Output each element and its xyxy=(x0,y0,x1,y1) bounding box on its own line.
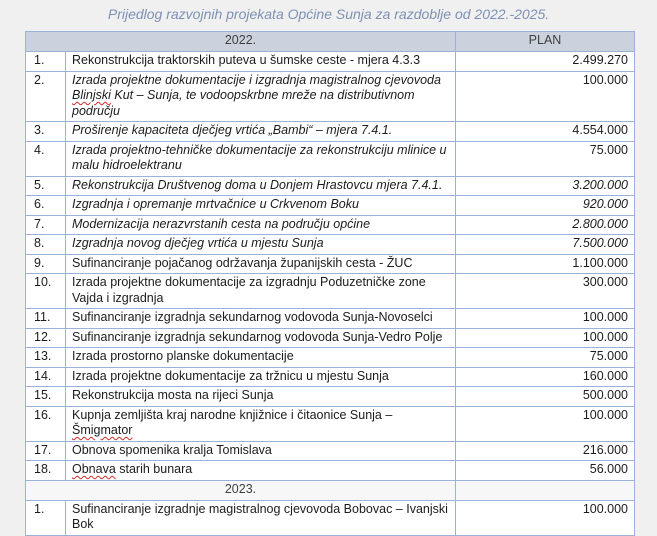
row-number: 18. xyxy=(26,461,66,481)
project-description: Sufinanciranje izgradnja sekundarnog vodovoda Sunja-Vedro Polje xyxy=(66,328,456,348)
table-row xyxy=(26,235,635,255)
row-number: 2. xyxy=(26,71,66,122)
plan-value: 3.200.000 xyxy=(456,176,635,196)
row-number: 14. xyxy=(26,367,66,387)
table-row xyxy=(26,141,635,176)
spellcheck-underline: Blinjski xyxy=(72,88,111,102)
table-row xyxy=(26,176,635,196)
row-number: 10. xyxy=(26,274,66,309)
project-description: Rekonstrukcija traktorskih puteva u šumske ceste - mjera 4.3.3 xyxy=(66,52,456,72)
year-header-row xyxy=(26,32,635,52)
plan-value: 100.000 xyxy=(456,309,635,329)
table-row xyxy=(26,500,635,535)
project-description: Izrada prostorno planske dokumentacije xyxy=(66,348,456,368)
plan-value: 100.000 xyxy=(456,71,635,122)
table-row xyxy=(26,274,635,309)
project-description: Izrada projektne dokumentacije za izgradnju Poduzetničke zone Vajda i izgradnja xyxy=(66,274,456,309)
table-row xyxy=(26,367,635,387)
project-description: Izrada projektne dokumentacije za tržnicu u mjestu Sunja xyxy=(66,367,456,387)
year-label: 2022. xyxy=(26,32,456,52)
table-row xyxy=(26,71,635,122)
plan-value: 160.000 xyxy=(456,367,635,387)
row-number: 15. xyxy=(26,387,66,407)
row-number: 7. xyxy=(26,215,66,235)
plan-value: 920.000 xyxy=(456,196,635,216)
plan-value: 1.100.000 xyxy=(456,254,635,274)
year-label: 2023. xyxy=(26,480,456,500)
year-header-row xyxy=(26,480,635,500)
row-number: 9. xyxy=(26,254,66,274)
row-number: 5. xyxy=(26,176,66,196)
table-row xyxy=(26,328,635,348)
plan-value: 56.000 xyxy=(456,461,635,481)
project-description: Izrada projektne dokumentacije i izgradnja magistralnog cjevovoda Blinjski Kut – Sunja, te vodoopskrbne mreže na distributivnom području xyxy=(66,71,456,122)
table-row xyxy=(26,122,635,142)
row-number: 1. xyxy=(26,52,66,72)
plan-value: 2.800.000 xyxy=(456,215,635,235)
plan-value: 4.554.000 xyxy=(456,122,635,142)
plan-value: 75.000 xyxy=(456,141,635,176)
table-row xyxy=(26,348,635,368)
plan-value: 100.000 xyxy=(456,328,635,348)
table-row xyxy=(26,215,635,235)
row-number: 17. xyxy=(26,441,66,461)
plan-column-header xyxy=(456,480,635,500)
project-description: Rekonstrukcija Društvenog doma u Donjem Hrastovcu mjera 7.4.1. xyxy=(66,176,456,196)
table-row xyxy=(26,254,635,274)
row-number: 4. xyxy=(26,141,66,176)
plan-value: 7.500.000 xyxy=(456,235,635,255)
row-number: 3. xyxy=(26,122,66,142)
projects-table-body xyxy=(26,32,635,536)
table-row xyxy=(26,406,635,441)
project-description: Izgradnja i opremanje mrtvačnice u Crkvenom Boku xyxy=(66,196,456,216)
row-number: 11. xyxy=(26,309,66,329)
project-description: Izgradnja novog dječjeg vrtića u mjestu Sunja xyxy=(66,235,456,255)
plan-column-header: PLAN xyxy=(456,32,635,52)
plan-value: 100.000 xyxy=(456,406,635,441)
plan-value: 216.000 xyxy=(456,441,635,461)
plan-value: 2.499.270 xyxy=(456,52,635,72)
document-title: Prijedlog razvojnih projekata Općine Sunja za razdoblje od 2022.-2025. xyxy=(107,6,550,22)
table-row xyxy=(26,196,635,216)
project-description: Sufinanciranje izgradnja sekundarnog vodovoda Sunja-Novoselci xyxy=(66,309,456,329)
project-description: Proširenje kapaciteta dječjeg vrtića „Bambi“ – mjera 7.4.1. xyxy=(66,122,456,142)
projects-table xyxy=(25,31,635,536)
table-row xyxy=(26,387,635,407)
row-number: 1. xyxy=(26,500,66,535)
spellcheck-underline: Obnava xyxy=(72,462,116,476)
row-number: 13. xyxy=(26,348,66,368)
row-number: 6. xyxy=(26,196,66,216)
table-row xyxy=(26,461,635,481)
project-description: Obnova spomenika kralja Tomislava xyxy=(66,441,456,461)
table-row xyxy=(26,52,635,72)
spellcheck-underline: Šmigmator xyxy=(72,423,133,437)
plan-value: 75.000 xyxy=(456,348,635,368)
project-description: Modernizacija nerazvrstanih cesta na području općine xyxy=(66,215,456,235)
plan-value: 100.000 xyxy=(456,500,635,535)
table-row xyxy=(26,441,635,461)
project-description: Kupnja zemljišta kraj narodne knjižnice i čitaonice Sunja – Šmigmator xyxy=(66,406,456,441)
project-description: Obnava starih bunara xyxy=(66,461,456,481)
table-row xyxy=(26,309,635,329)
project-description: Rekonstrukcija mosta na rijeci Sunja xyxy=(66,387,456,407)
project-description: Sufinanciranje pojačanog održavanja županijskih cesta - ŽUC xyxy=(66,254,456,274)
row-number: 8. xyxy=(26,235,66,255)
row-number: 12. xyxy=(26,328,66,348)
project-description: Sufinanciranje izgradnje magistralnog cjevovoda Bobovac – Ivanjski Bok xyxy=(66,500,456,535)
row-number: 16. xyxy=(26,406,66,441)
project-description: Izrada projektno-tehničke dokumentacije za rekonstrukciju mlinice u malu hidroelektranu xyxy=(66,141,456,176)
plan-value: 500.000 xyxy=(456,387,635,407)
plan-value: 300.000 xyxy=(456,274,635,309)
